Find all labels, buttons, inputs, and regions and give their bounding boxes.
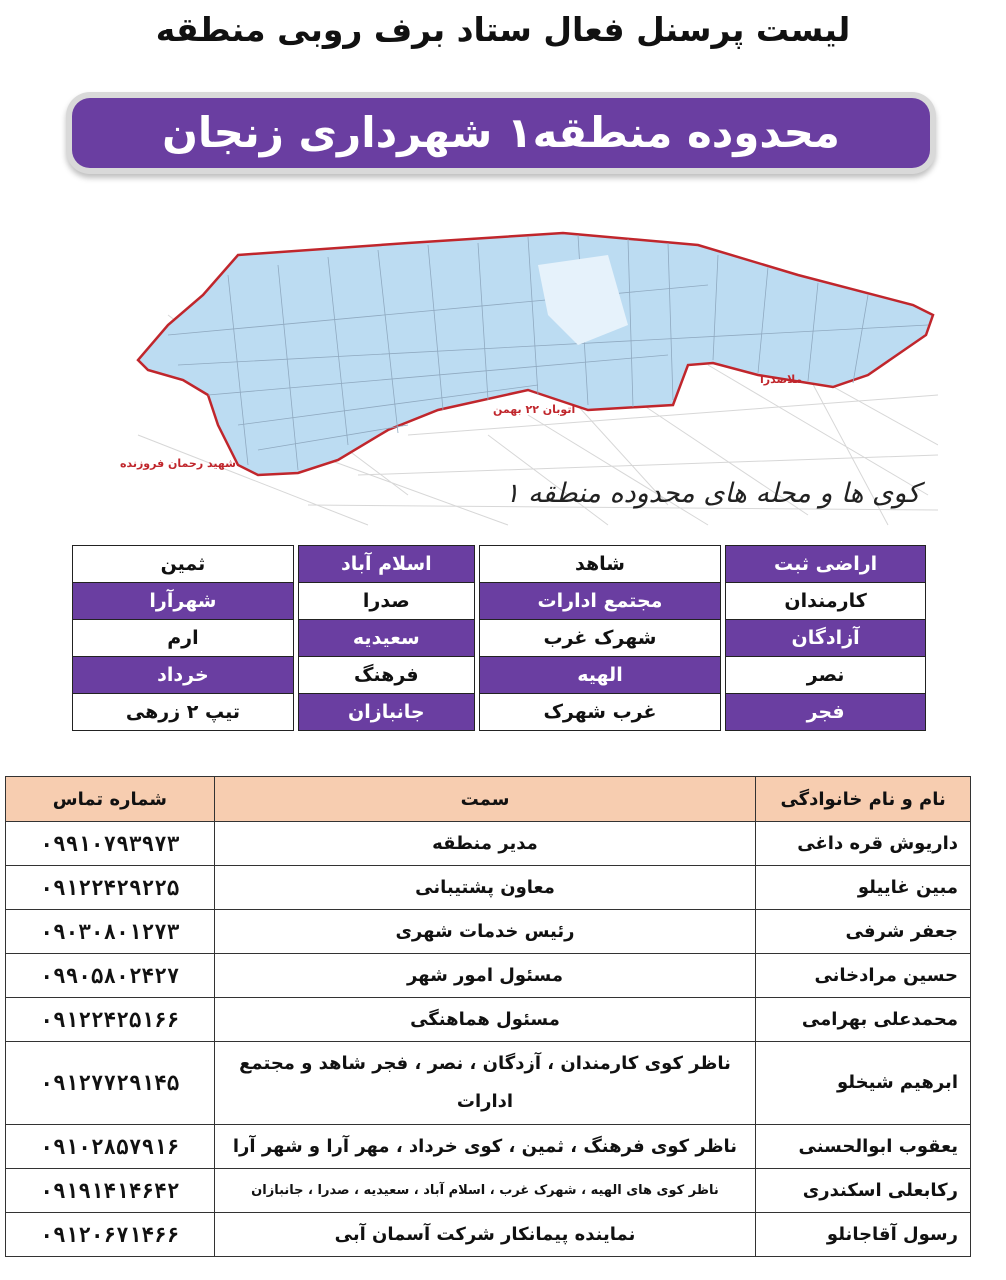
cell-gap [293,546,298,583]
staff-header-row [6,777,971,822]
neighborhood-cell: اسلام آباد [298,546,474,583]
staff-role: مسئول امور شهر [214,954,755,998]
header-phone: شماره تماس [6,777,215,822]
neighborhood-cell: خرداد [73,657,294,694]
staff-role: ناظر کوی های الهیه ، شهرک غرب ، اسلام آباد ، سعیدیه ، صدرا ، جانبازان [214,1169,755,1213]
staff-role: رئیس خدمات شهری [214,910,755,954]
neighborhood-row [73,546,926,583]
neighborhoods-grid [72,545,926,731]
neighborhood-cell: سعیدیه [298,620,474,657]
header-role: سمت [214,777,755,822]
cell-gap [293,657,298,694]
staff-phone: ۰۹۱۲۷۷۲۹۱۴۵ [6,1042,215,1125]
cell-gap [293,583,298,620]
neighborhood-cell: ثمین [73,546,294,583]
staff-name: ابرهیم شیخلو [756,1042,971,1125]
staff-phone: ۰۹۱۰۲۸۵۷۹۱۶ [6,1125,215,1169]
neighborhood-cell: جانبازان [298,694,474,731]
neighborhood-cell: نصر [726,657,926,694]
cell-gap [474,694,479,731]
table-row [6,1042,971,1125]
neighborhood-cell: کارمندان [726,583,926,620]
staff-phone: ۰۹۱۲۲۴۲۹۲۲۵ [6,866,215,910]
neighborhood-cell: ارم [73,620,294,657]
staff-role: نماینده پیمانکار شرکت آسمان آبی [214,1213,755,1257]
document-title: لیست پرسنل فعال ستاد برف روبی منطقه [155,10,851,49]
neighborhood-cell: الهیه [479,657,720,694]
neighborhood-cell: فرهنگ [298,657,474,694]
staff-phone: ۰۹۱۹۱۴۱۴۶۴۲ [6,1169,215,1213]
neighborhood-row [73,620,926,657]
neighborhood-cell: شهرک غرب [479,620,720,657]
neighborhood-cell: فجر [726,694,926,731]
staff-role: مدیر منطقه [214,822,755,866]
staff-name: محمدعلی بهرامی [756,998,971,1042]
neighborhood-cell: تیپ ۲ زرهی [73,694,294,731]
header-name: نام و نام خانوادگی [756,777,971,822]
table-row [6,822,971,866]
table-row [6,1213,971,1257]
cell-gap [721,620,726,657]
neighborhood-cell: مجتمع ادارات [479,583,720,620]
map-caption: کوی ها و محله های محدوده منطقه ۱ [504,478,920,509]
cell-gap [293,694,298,731]
staff-phone: ۰۹۱۲۲۴۲۵۱۶۶ [6,998,215,1042]
staff-name: مبین غاییلو [756,866,971,910]
cell-gap [474,657,479,694]
cell-gap [474,583,479,620]
road-label-shahid: شهید رحمان فروزنده [120,457,236,470]
table-row [6,1125,971,1169]
table-row [6,954,971,998]
staff-phone: ۰۹۰۳۰۸۰۱۲۷۳ [6,910,215,954]
cell-gap [721,657,726,694]
neighborhood-cell: صدرا [298,583,474,620]
cell-gap [474,546,479,583]
table-row [6,910,971,954]
staff-phone: ۰۹۱۲۰۶۷۱۴۶۶ [6,1213,215,1257]
table-row [6,998,971,1042]
staff-name: رکابعلی اسکندری [756,1169,971,1213]
staff-table [5,776,971,1257]
staff-role: مسئول هماهنگی [214,998,755,1042]
neighborhood-cell: اراضی ثبت [726,546,926,583]
road-label-mollasadra: ملاصدرا [760,373,803,386]
neighborhood-cell: آزادگان [726,620,926,657]
cell-gap [474,620,479,657]
staff-name: رسول آقاجانلو [756,1213,971,1257]
staff-name: جعفر شرفی [756,910,971,954]
staff-phone: ۰۹۹۱۰۷۹۳۹۷۳ [6,822,215,866]
neighborhood-cell: شاهد [479,546,720,583]
cell-gap [721,694,726,731]
staff-role: ناظر کوی فرهنگ ، ثمین ، کوی خرداد ، مهر آرا و شهر آرا [214,1125,755,1169]
staff-phone: ۰۹۹۰۵۸۰۲۴۲۷ [6,954,215,998]
neighborhood-cell: غرب شهرک [479,694,720,731]
staff-name: حسین مرادخانی [756,954,971,998]
cell-gap [721,546,726,583]
neighborhood-cell: شهرآرا [73,583,294,620]
road-label-bahman: اتوبان ۲۲ بهمن [493,403,576,416]
staff-role: ناظر کوی کارمندان ، آزدگان ، نصر ، فجر شاهد و مجتمع ادارات [214,1042,755,1125]
staff-name: یعقوب ابوالحسنی [756,1125,971,1169]
table-row [6,1169,971,1213]
district-banner: محدوده منطقه۱ شهرداری زنجان [72,98,930,168]
table-row [6,866,971,910]
neighborhood-row [73,583,926,620]
cell-gap [293,620,298,657]
cell-gap [721,583,726,620]
staff-role: معاون پشتیبانی [214,866,755,910]
neighborhood-row [73,694,926,731]
staff-name: داریوش قره داغی [756,822,971,866]
neighborhood-row [73,657,926,694]
